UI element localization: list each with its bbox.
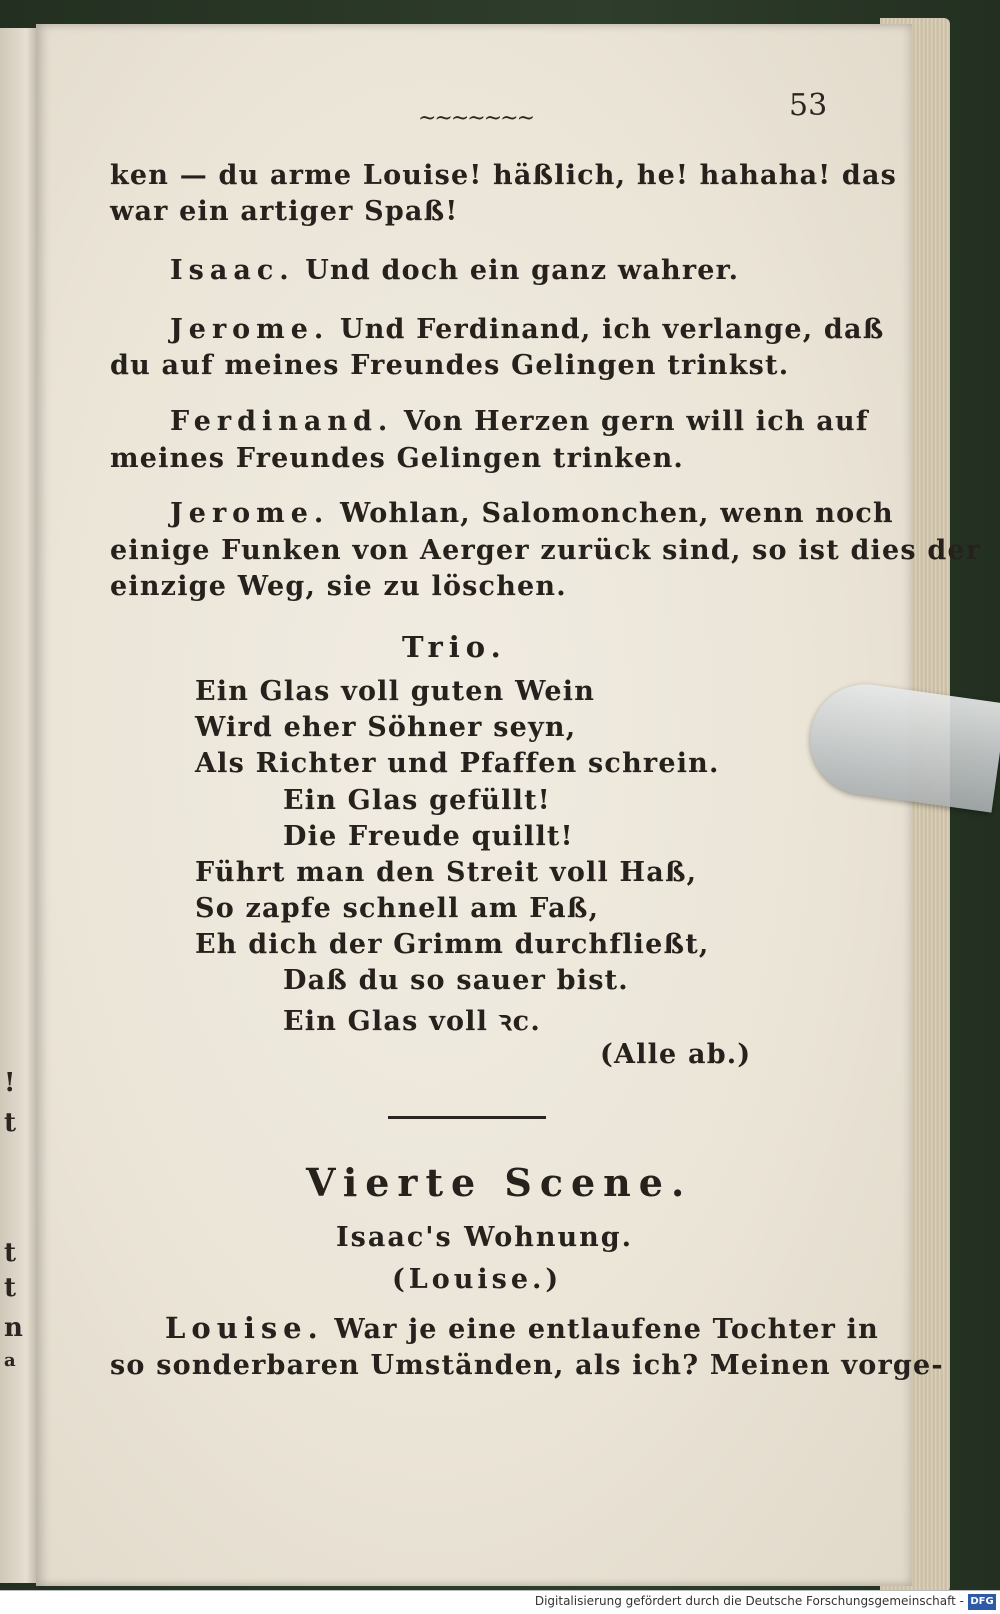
- speech-louise: [165, 1311, 879, 1345]
- verse-line: Führt man den Streit voll Haß,: [195, 857, 698, 888]
- left-fragment: a: [4, 1350, 16, 1371]
- speech-text: Und Ferdinand, ich verlange, daß: [339, 314, 885, 345]
- left-fragment: t: [4, 1273, 17, 1303]
- speech-text: War je eine entlaufene Tochter in: [334, 1314, 879, 1345]
- verse-line: Daß du so sauer bist.: [283, 965, 629, 996]
- speaker-name: Louise.: [165, 1311, 324, 1345]
- text-line: einige Funken von Aerger zurück sind, so ist dies der: [110, 535, 982, 566]
- dfg-logo: DFG: [968, 1594, 996, 1610]
- verse-line: Ein Glas voll guten Wein: [195, 676, 596, 707]
- speech-text: Von Herzen gern will ich auf: [403, 406, 869, 437]
- scene-title: Vierte Scene.: [306, 1160, 693, 1205]
- scene-cast: (Louise.): [392, 1264, 563, 1295]
- left-fragment: !: [4, 1068, 16, 1098]
- text-line: einzige Weg, sie zu löschen.: [110, 571, 567, 602]
- footer-credit: Digitalisierung gefördert durch die Deutsche Forschungsgemeinschaft -: [534, 1594, 964, 1608]
- verse-line: Wird eher Söhner seyn,: [195, 712, 577, 743]
- verse-line: So zapfe schnell am Faß,: [195, 893, 600, 924]
- text-line: ken — du arme Louise! häßlich, he! hahaha! das: [110, 160, 898, 191]
- trio-heading: Trio.: [402, 630, 507, 664]
- text-line: du auf meines Freundes Gelingen trinkst.: [110, 350, 790, 381]
- speech-jerome: [170, 498, 894, 529]
- speaker-name: Isaac.: [170, 255, 295, 286]
- left-page-edge: [0, 28, 40, 1583]
- speech-text: Wohlan, Salomonchen, wenn noch: [339, 498, 894, 529]
- left-fragment: t: [4, 1108, 17, 1138]
- speech-jerome: [170, 314, 884, 345]
- left-fragment: t: [4, 1238, 17, 1268]
- speaker-name: Ferdinand.: [170, 406, 394, 437]
- text-line: meines Freundes Gelingen trinken.: [110, 443, 684, 474]
- verse-line: Eh dich der Grimm durchfließt,: [195, 929, 710, 960]
- header-ornament: ~~~~~~~: [418, 106, 534, 131]
- stage-direction: (Alle ab.): [600, 1039, 752, 1070]
- text-line: war ein artiger Spaß!: [110, 196, 459, 227]
- footer-bar: [0, 1590, 1000, 1614]
- verse-line: Die Freude quillt!: [283, 821, 574, 852]
- speaker-name: Jerome.: [170, 498, 330, 529]
- speaker-name: Jerome.: [170, 314, 330, 345]
- speech-ferdinand: [170, 406, 869, 437]
- page-number: 53: [789, 88, 828, 123]
- verse-line: Ein Glas gefüllt!: [283, 785, 551, 816]
- left-fragment: n: [4, 1313, 23, 1343]
- speech-isaac: [170, 255, 739, 286]
- section-divider: [388, 1116, 546, 1119]
- verse-line: Ein Glas voll ꝛc.: [283, 1006, 541, 1037]
- text-line: so sonderbaren Umständen, als ich? Meinen vorge-: [110, 1350, 944, 1381]
- verse-line: Als Richter und Pfaffen schrein.: [195, 748, 720, 779]
- scene-location: Isaac's Wohnung.: [336, 1222, 634, 1253]
- speech-text: Und doch ein ganz wahrer.: [305, 255, 740, 286]
